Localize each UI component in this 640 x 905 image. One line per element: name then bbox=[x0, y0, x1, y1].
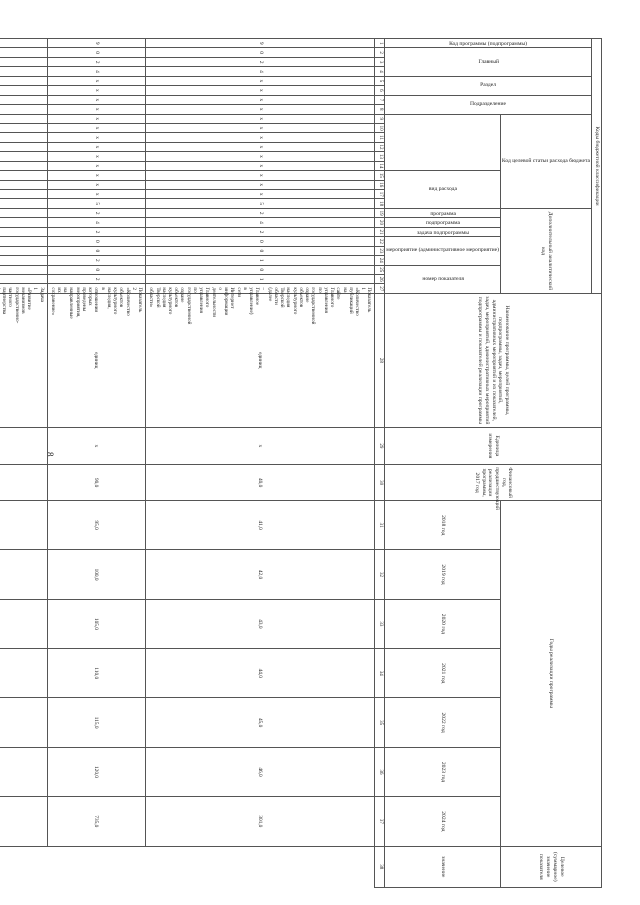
code-digit-cell bbox=[0, 190, 47, 199]
column-index-cell: 5 bbox=[375, 76, 385, 85]
meropriyatie-label: мероприятие (административное мероприятие) bbox=[386, 247, 500, 254]
year-value-cell: 110,0 bbox=[47, 649, 146, 698]
target-value-cell bbox=[0, 797, 47, 846]
code-digit-cell: x bbox=[146, 76, 375, 85]
column-index-cell: 34 bbox=[375, 649, 385, 698]
column-index-cell: 1 bbox=[375, 39, 385, 48]
podprogramma-header bbox=[385, 218, 501, 227]
code-digit-cell bbox=[0, 114, 47, 123]
column-index-cell: 28 bbox=[375, 294, 385, 427]
code-digit-cell: 2 bbox=[146, 57, 375, 66]
indicator-name-cell: Показатель 1 «Количество публикаций на сайте Главного управления по государственной охране объектов культурного наследия Тверской области (далее – Главное управление) в сети Интернет информации о деятельности Главного управления по государственной охране объектов культурного наследия Тверской области» bbox=[146, 284, 375, 294]
code-digit-cell: 9 bbox=[146, 39, 375, 48]
unit-cell: единиц bbox=[146, 294, 375, 427]
column-index-cell: 9 bbox=[375, 114, 385, 123]
column-index-cell: 21 bbox=[375, 227, 385, 236]
year-value-cell bbox=[0, 599, 47, 648]
code-digit-cell: x bbox=[47, 190, 146, 199]
rashod-type-header bbox=[385, 171, 501, 209]
column-index-cell: 37 bbox=[375, 797, 385, 846]
year-2019-header: 2019 год bbox=[385, 550, 501, 599]
code-digit-cell: x bbox=[146, 105, 375, 114]
code-digit-cell: 4 bbox=[146, 218, 375, 227]
target-article-header bbox=[501, 114, 592, 208]
code-digit-cell: 2 bbox=[47, 227, 146, 236]
code-digit-cell: x bbox=[47, 95, 146, 104]
column-index-cell: 6 bbox=[375, 86, 385, 95]
code-digit-cell: 2 bbox=[47, 57, 146, 66]
code-digit-cell: 0 bbox=[146, 246, 375, 255]
podprogramma-label: подпрограмма bbox=[425, 220, 460, 227]
code-digit-cell bbox=[0, 256, 47, 265]
code-digit-cell: x bbox=[146, 161, 375, 170]
code-digit-cell bbox=[0, 105, 47, 114]
unit-cell: единиц bbox=[47, 294, 146, 427]
column-index-row bbox=[375, 39, 385, 888]
code-digit-cell: x bbox=[47, 171, 146, 180]
code-digit-cell: 4 bbox=[146, 67, 375, 76]
code-digit-cell: x bbox=[146, 114, 375, 123]
year-2023-header: 2023 год bbox=[385, 747, 501, 796]
year-2018-header: 2018 год bbox=[385, 501, 501, 550]
column-index-cell: 15 bbox=[375, 171, 385, 180]
code-digit-cell: x bbox=[47, 180, 146, 189]
code-digit-cell bbox=[0, 218, 47, 227]
program-indicators-table bbox=[0, 38, 602, 888]
year-value-cell bbox=[0, 550, 47, 599]
code-digit-cell bbox=[0, 76, 47, 85]
code-digit-cell bbox=[0, 67, 47, 76]
code-digit-cell: 1 bbox=[146, 256, 375, 265]
code-digit-cell: x bbox=[146, 171, 375, 180]
code-digit-cell: 0 bbox=[47, 237, 146, 246]
indicator-name-cell: Показатель 2 «Количество объектов культурного наследия, в отношении которых проведены мероприятия, направленные на их сохранение» bbox=[47, 284, 146, 294]
code-digit-cell: x bbox=[47, 114, 146, 123]
year-2021-header: 2021 год bbox=[385, 649, 501, 698]
year-2024-header: 2024 год bbox=[385, 797, 501, 846]
code-digit-cell: 4 bbox=[47, 67, 146, 76]
code-digit-cell: 5 bbox=[146, 199, 375, 208]
programma-header bbox=[385, 208, 501, 217]
code-digit-cell: 0 bbox=[47, 48, 146, 57]
code-digit-cell bbox=[0, 133, 47, 142]
code-digit-cell: x bbox=[146, 152, 375, 161]
code-digit-cell bbox=[0, 57, 47, 66]
column-index-cell: 10 bbox=[375, 123, 385, 132]
code-digit-cell bbox=[0, 180, 47, 189]
code-digit-cell bbox=[0, 199, 47, 208]
year-value-cell bbox=[0, 747, 47, 796]
year-value-cell: 40,0 bbox=[146, 465, 375, 501]
code-digit-cell bbox=[0, 171, 47, 180]
column-index-cell: 4 bbox=[375, 67, 385, 76]
classifier-header: Дополнительный аналитический код bbox=[501, 208, 592, 293]
year-value-cell: 105,0 bbox=[47, 599, 146, 648]
code-digit-cell: 0 bbox=[146, 265, 375, 274]
column-index-cell: 29 bbox=[375, 427, 385, 465]
column-index-cell: 36 bbox=[375, 747, 385, 796]
unit-column-header: Единица измерения bbox=[385, 427, 602, 465]
column-index-cell: 14 bbox=[375, 161, 385, 170]
zadacha-header bbox=[385, 227, 501, 236]
code-digit-cell: x bbox=[47, 123, 146, 132]
code-digit-cell: x bbox=[47, 152, 146, 161]
year-value-cell: 95,0 bbox=[47, 501, 146, 550]
column-index-cell: 3 bbox=[375, 57, 385, 66]
year-2020-header: 2020 год bbox=[385, 599, 501, 648]
column-index-cell: 25 bbox=[375, 265, 385, 274]
year-value-cell bbox=[0, 465, 47, 501]
table-body bbox=[0, 39, 385, 888]
code-digit-cell bbox=[0, 95, 47, 104]
code-digit-cell: x bbox=[146, 190, 375, 199]
year-value-cell bbox=[0, 698, 47, 747]
year-value-cell bbox=[0, 649, 47, 698]
code-digit-cell bbox=[0, 48, 47, 57]
code-digit-cell: x bbox=[47, 161, 146, 170]
rashod-type-label: вид расхода bbox=[428, 186, 457, 193]
code-digit-cell: 0 bbox=[146, 237, 375, 246]
indicator-name-cell: Задача 1 «Развитие механизмов государственно-частного партнерства bbox=[0, 284, 47, 294]
year-value-cell: 45,0 bbox=[146, 698, 375, 747]
code-digit-cell bbox=[0, 142, 47, 151]
column-index-cell: 23 bbox=[375, 246, 385, 255]
year-value-cell: 42,0 bbox=[146, 550, 375, 599]
fin-year-cell bbox=[0, 427, 47, 465]
target-article-blank bbox=[385, 114, 501, 171]
code-digit-cell: x bbox=[47, 133, 146, 142]
code-digit-cell bbox=[0, 227, 47, 236]
code-digit-cell: x bbox=[146, 142, 375, 151]
column-index-cell: 24 bbox=[375, 256, 385, 265]
code-digit-cell: 2 bbox=[47, 208, 146, 217]
year-2022-header: 2022 год bbox=[385, 698, 501, 747]
code-digit-cell bbox=[0, 161, 47, 170]
code-digit-cell: 4 bbox=[47, 218, 146, 227]
column-index-cell: 38 bbox=[375, 846, 385, 887]
code-digit-cell: x bbox=[146, 133, 375, 142]
rotated-table-wrapper bbox=[1, 38, 602, 888]
code-digit-cell bbox=[0, 208, 47, 217]
year-value-cell: 100,0 bbox=[47, 550, 146, 599]
code-digit-cell: 0 bbox=[47, 265, 146, 274]
budget-code-header: Коды бюджетной классификации bbox=[592, 39, 602, 294]
column-index-cell: 32 bbox=[375, 550, 385, 599]
column-index-cell: 30 bbox=[375, 465, 385, 501]
table-row bbox=[146, 39, 375, 888]
code-digit-cell: 5 bbox=[47, 199, 146, 208]
pokazatel-header bbox=[385, 265, 501, 294]
code-digit-cell bbox=[0, 39, 47, 48]
target-value-header: Целевое (суммарное) значение показателя bbox=[501, 846, 602, 887]
header-row-1 bbox=[592, 39, 602, 888]
column-index-cell: 22 bbox=[375, 237, 385, 246]
column-index-cell: 16 bbox=[375, 180, 385, 189]
code-digit-cell bbox=[0, 152, 47, 161]
name-column-header: Наименование программы, целей программы, подпрограммы, задач, мероприятий, административных мероприятий и их показателей, задач, мероприятий, административных мероприятий подпрограммы и показателей реализации программы bbox=[385, 294, 602, 427]
year-value-cell bbox=[0, 501, 47, 550]
code-digit-cell: 2 bbox=[47, 256, 146, 265]
program-code-header bbox=[385, 39, 592, 48]
fin-year-cell: x bbox=[47, 427, 146, 465]
code-digit-cell: 2 bbox=[146, 208, 375, 217]
code-digit-cell: x bbox=[146, 86, 375, 95]
column-index-cell: 13 bbox=[375, 152, 385, 161]
code-digit-cell: x bbox=[47, 86, 146, 95]
code-digit-cell: x bbox=[146, 180, 375, 189]
year-value-cell: 115,0 bbox=[47, 698, 146, 747]
code-digit-cell: 9 bbox=[47, 39, 146, 48]
year-value-cell: 90,0 bbox=[47, 465, 146, 501]
code-digit-cell: 2 bbox=[146, 227, 375, 236]
table-row bbox=[47, 39, 146, 888]
code-digit-cell: x bbox=[47, 105, 146, 114]
fin-year-column-header: Финансовый год, предшествующий реализации программы, 2017 год bbox=[385, 465, 602, 501]
column-index-cell: 19 bbox=[375, 208, 385, 217]
target-article-label: Код целевой статьи расхода бюджета bbox=[502, 157, 591, 164]
column-index-cell: 11 bbox=[375, 133, 385, 142]
code-digit-cell bbox=[0, 274, 47, 283]
column-index-cell: 17 bbox=[375, 190, 385, 199]
column-index-cell: 35 bbox=[375, 698, 385, 747]
admin-header bbox=[385, 48, 592, 76]
column-index-cell: 18 bbox=[375, 199, 385, 208]
code-digit-cell bbox=[0, 237, 47, 246]
year-value-cell: 120,0 bbox=[47, 747, 146, 796]
code-digit-cell bbox=[0, 246, 47, 255]
column-index-cell: 31 bbox=[375, 501, 385, 550]
years-group-header: Годы реализации программы bbox=[501, 501, 602, 847]
code-digit-cell: x bbox=[146, 95, 375, 104]
code-digit-cell: 2 bbox=[47, 274, 146, 283]
meropriyatie-header bbox=[385, 237, 501, 265]
zadacha-label: задача подпрограммы bbox=[416, 229, 469, 236]
page-number: 8 bbox=[45, 452, 55, 457]
code-digit-cell: x bbox=[47, 76, 146, 85]
code-digit-cell: x bbox=[146, 123, 375, 132]
code-digit-cell: 0 bbox=[47, 246, 146, 255]
column-index-cell: 7 bbox=[375, 95, 385, 104]
column-index-cell: 26 bbox=[375, 274, 385, 283]
podrazdel-label: Подразделение bbox=[470, 101, 507, 108]
code-digit-cell bbox=[0, 123, 47, 132]
code-digit-cell: 0 bbox=[146, 48, 375, 57]
code-digit-cell: 1 bbox=[146, 274, 375, 283]
year-value-cell: 41,0 bbox=[146, 501, 375, 550]
year-value-cell: 43,0 bbox=[146, 599, 375, 648]
year-value-cell: 46,0 bbox=[146, 747, 375, 796]
programma-label: программа bbox=[430, 210, 456, 217]
column-index-cell: 20 bbox=[375, 218, 385, 227]
code-digit-cell bbox=[0, 265, 47, 274]
target-value-cell: 301,0 bbox=[146, 797, 375, 846]
code-digit-cell bbox=[0, 86, 47, 95]
table-row bbox=[0, 39, 47, 888]
column-index-cell: 2 bbox=[375, 48, 385, 57]
admin-label: Главный bbox=[478, 58, 499, 65]
program-code-label: Код программы (подпрограммы) bbox=[449, 41, 528, 47]
pokazatel-label: номер показателя bbox=[422, 275, 464, 282]
target-value-sub-header: значение bbox=[385, 846, 501, 887]
razdel-header bbox=[385, 76, 592, 95]
target-value-cell: 735,0 bbox=[47, 797, 146, 846]
year-value-cell: 44,0 bbox=[146, 649, 375, 698]
code-digit-cell: x bbox=[47, 142, 146, 151]
column-index-cell: 33 bbox=[375, 599, 385, 648]
razdel-label: Раздел bbox=[480, 82, 497, 89]
fin-year-cell: x bbox=[146, 427, 375, 465]
column-index-cell: 27 bbox=[375, 284, 385, 294]
podrazdel-header bbox=[385, 95, 592, 114]
column-index-cell: 8 bbox=[375, 105, 385, 114]
column-index-cell: 12 bbox=[375, 142, 385, 151]
